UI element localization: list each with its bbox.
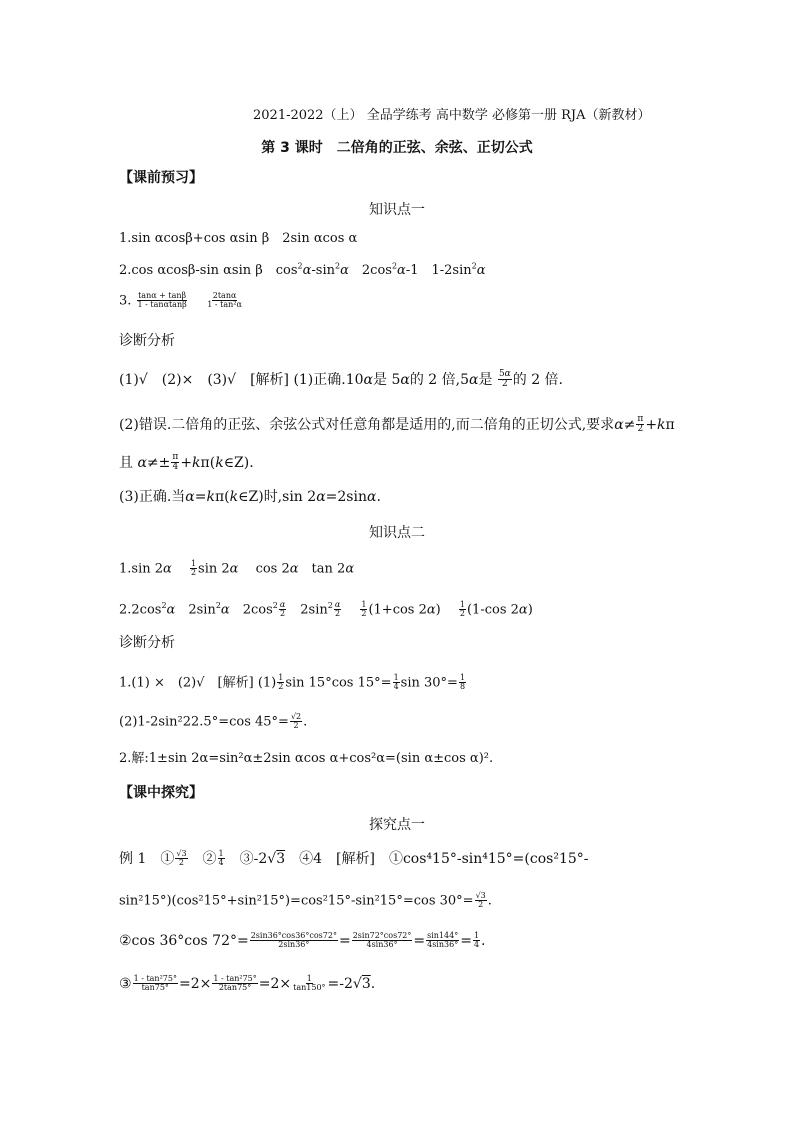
- diagnosis-heading-1: 诊断分析: [119, 333, 175, 349]
- fraction-tan-double: $\frac{2\tan\alpha}{\text{1 - tan²α}}$: [207, 291, 242, 310]
- diagnosis-2-line-2: (2)1-2sin²22.5°=cos 45°= $\frac{√2}{2}$ .: [119, 712, 308, 731]
- section-in-class: 【课中探究】: [119, 785, 203, 801]
- page-header: 2021-2022（上） 全品学练考 高中数学 必修第一册 RJA（新教材）: [253, 108, 651, 123]
- page-title: 第 3 课时 二倍角的正弦、余弦、正切公式: [261, 140, 533, 156]
- example-1-line-1: 例 1 ① $\frac{√3}{2}$ ② $\frac{1}{4}$ ③-2√3 ④4 [解析] ①cos⁴15°-sin⁴15°=(cos²15°-: [119, 849, 589, 868]
- knowledge-2-line-2: $2.2\cos^2\alpha$ $2\sin^2\alpha$ $2\cos^2$ $\frac{\alpha}{2}$ $2\sin^2$ $\frac{\alpha}{2}$ $\frac{1}{2}$ (1+cos 2α) $\frac{1}{2}$ (1-cos 2α): [119, 600, 533, 619]
- example-1-line-4: ③ $\frac{\text{1 - tan²75°}}{\tan 75^\circ}$ =2× $\frac{\text{1 - tan²75°}}{2\tan 75^\circ}$ =2× $\frac{1}{\tan 150^\circ}$ =-2√3.: [119, 974, 376, 993]
- answer-line-1: 1.sin αcosβ+cos αsin β 2sin αcos α: [119, 231, 358, 246]
- diagnosis-heading-2: 诊断分析: [119, 635, 175, 651]
- diagnosis-answer-2b: 且 α≠± $\frac{\pi}{4}$ +kπ(k∈Z).: [119, 452, 254, 473]
- knowledge-point-1: 知识点一: [369, 202, 425, 218]
- answer-line-3: 3. $\frac{\tan\alpha + \tan\beta}{1 - \tan\alpha\tan\beta}$ $\frac{2\tan\alpha}{\text{1 - tan²α}}$: [119, 291, 242, 310]
- example-1-line-3: ②cos 36°cos 72°= $\frac{2\sin 36^\circ\cos 36^\circ\cos 72^\circ}{2\sin 36^\circ}$ = $\frac{2\sin 72^\circ\cos 72^\circ}{4\sin 36^\circ}$ = $\frac{\sin 144^\circ}{4\sin 36^\circ}$ = $\frac{1}{4}$ .: [119, 931, 486, 950]
- example-1-line-2: sin²15°)(cos²15°+sin²15°)=cos²15°-sin²15°=cos 30°= $\frac{√3}{2}$ .: [119, 891, 492, 910]
- answer-line-2: 2.cos αcosβ-sin αsin β $\cos^2\alpha-\sin^2\alpha$ $2\cos^2\alpha-1$ $1-2\sin^2\alpha$: [119, 261, 486, 278]
- knowledge-2-line-1: 1.sin 2α $\frac{1}{2}$ sin 2α cos 2α tan 2α: [119, 559, 355, 578]
- fraction-tan-sum: $\frac{\tan\alpha + \tan\beta}{1 - \tan\alpha\tan\beta}$: [137, 291, 187, 310]
- knowledge-point-2: 知识点二: [369, 525, 425, 541]
- diagnosis-answer-1: (1)√ (2)× (3)√ [解析] (1)正确.10α是 5α的 2 倍,5α是 $\frac{5\alpha}{2}$ 的 2 倍.: [119, 369, 564, 390]
- section-pre-class: 【课前预习】: [119, 170, 203, 186]
- diagnosis-answer-3: (3)正确.当α=kπ(k∈Z)时,sin 2α=2sinα.: [119, 489, 381, 505]
- explore-point-1: 探究点一: [369, 817, 425, 833]
- diagnosis-2-line-3: 2.解:1±sin 2α=sin²α±2sin αcos α+cos²α=(sin α±cos α)².: [119, 751, 494, 766]
- diagnosis-2-line-1: 1.(1) × (2)√ [解析] (1) $\frac{1}{2}$ sin 15°cos 15°= $\frac{1}{4}$ sin 30°= $\frac{1}{8}$: [119, 673, 466, 692]
- diagnosis-answer-2: (2)错误.二倍角的正弦、余弦公式对任意角都是适用的,而二倍角的正切公式,要求α≠ $\frac{\pi}{2}$ +kπ: [119, 414, 675, 435]
